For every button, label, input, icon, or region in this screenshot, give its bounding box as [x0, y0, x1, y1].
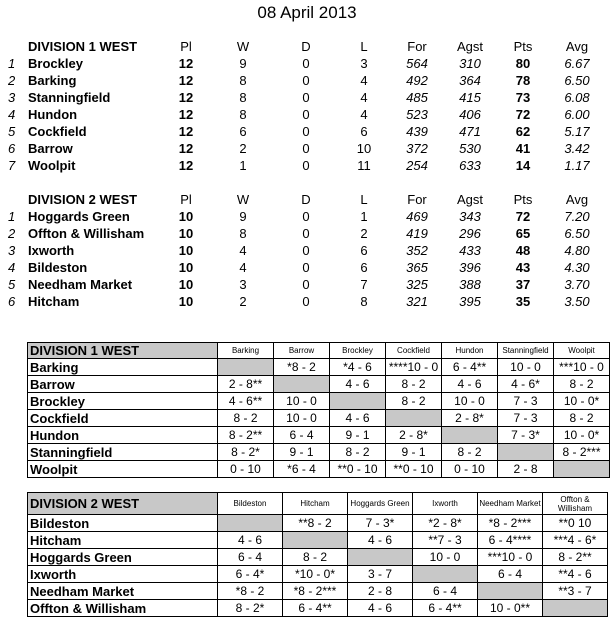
- grid-result-cell: *10 - 0*: [283, 566, 348, 583]
- table-row: [8, 55, 606, 72]
- table-cell: 6.67: [564, 56, 590, 71]
- grid-result-cell: 10 - 0: [274, 393, 330, 410]
- column-header: Pts: [513, 192, 533, 207]
- grid-result-cell: 9 - 1: [274, 444, 330, 461]
- table-cell: 4: [8, 107, 16, 122]
- grid-header-row: [28, 343, 610, 359]
- grid-result-cell: 4 - 6: [218, 532, 283, 549]
- grid-result-cell: **3 - 7: [543, 583, 608, 600]
- grid-column-header: Cockfield: [386, 343, 442, 359]
- grid-result-cell: 8 - 2: [554, 376, 610, 393]
- grid-column-header: Ixworth: [413, 493, 478, 515]
- grid-result-cell: *8 - 2: [218, 583, 283, 600]
- grid-result-cell: 6 - 4: [478, 566, 543, 583]
- grid-result-cell: *6 - 4: [274, 461, 330, 478]
- grid-result-cell: **0 10: [543, 515, 608, 532]
- grid-row: [28, 583, 608, 600]
- team-name: Hoggards Green: [28, 209, 130, 224]
- grid-row-team: Barrow: [28, 376, 218, 393]
- grid-result-cell: ***10 - 0: [478, 549, 543, 566]
- grid-result-cell: *8 - 2: [274, 359, 330, 376]
- table-cell: 485: [406, 90, 428, 105]
- team-name: Ixworth: [28, 243, 75, 258]
- table-cell: 2: [239, 294, 247, 309]
- grid-result-cell: *2 - 8*: [413, 515, 478, 532]
- table-cell: 6.50: [564, 226, 590, 241]
- grid-self-cell: [348, 549, 413, 566]
- grid-column-header: Brockley: [330, 343, 386, 359]
- table-cell: 0: [302, 294, 310, 309]
- grid-column-header: Barrow: [274, 343, 330, 359]
- grid-result-cell: *8 - 2***: [478, 515, 543, 532]
- grid-row-team: Ixworth: [28, 566, 218, 583]
- table-cell: 1: [8, 56, 16, 71]
- table-cell: 0: [302, 141, 310, 156]
- table-cell: 12: [178, 56, 194, 71]
- table-cell: 48: [515, 243, 531, 258]
- table-cell: 41: [515, 141, 531, 156]
- grid-result-cell: 2 - 8: [498, 461, 554, 478]
- grid-column-header: Offton & Willisham: [543, 493, 608, 515]
- grid-result-cell: 9 - 1: [330, 427, 386, 444]
- grid-result-cell: 4 - 6: [330, 410, 386, 427]
- column-header: W: [236, 39, 250, 54]
- grid-title: DIVISION 1 WEST: [28, 343, 218, 359]
- table-cell: 343: [459, 209, 481, 224]
- table-cell: 6: [8, 141, 16, 156]
- grid-result-cell: 6 - 4**: [283, 600, 348, 617]
- grid-self-cell: [330, 393, 386, 410]
- table-cell: 12: [178, 107, 194, 122]
- table-cell: 0: [302, 56, 310, 71]
- grid-self-cell: [478, 583, 543, 600]
- table-cell: 0: [302, 226, 310, 241]
- table-cell: 72: [515, 107, 531, 122]
- grid-result-cell: *8 - 2***: [283, 583, 348, 600]
- column-header: Pl: [180, 39, 192, 54]
- table-cell: 2: [360, 226, 368, 241]
- column-header: Avg: [565, 192, 589, 207]
- grid-row: [28, 359, 610, 376]
- grid-row: [28, 376, 610, 393]
- table-cell: 6.50: [564, 73, 590, 88]
- table-cell: 6: [360, 124, 368, 139]
- grid-result-cell: 8 - 2***: [554, 444, 610, 461]
- column-header: Agst: [456, 39, 483, 54]
- grid-result-cell: **7 - 3: [413, 532, 478, 549]
- grid-self-cell: [218, 359, 274, 376]
- table-cell: 0: [302, 73, 310, 88]
- table-cell: 8: [239, 226, 247, 241]
- team-name: Stanningfield: [28, 90, 111, 105]
- team-name: Woolpit: [28, 158, 76, 173]
- grid-result-cell: 8 - 2: [442, 444, 498, 461]
- table-cell: 12: [178, 90, 194, 105]
- table-cell: 6: [360, 260, 368, 275]
- table-cell: 7.20: [564, 209, 590, 224]
- grid-row-team: Hoggards Green: [28, 549, 218, 566]
- grid-row: [28, 461, 610, 478]
- grid-result-cell: 4 - 6: [330, 376, 386, 393]
- table-cell: 564: [406, 56, 428, 71]
- grid-result-cell: 0 - 10: [442, 461, 498, 478]
- table-cell: 4: [239, 260, 247, 275]
- table-cell: 3.42: [564, 141, 590, 156]
- table-cell: 2: [8, 73, 16, 88]
- grid-result-cell: 2 - 8*: [386, 427, 442, 444]
- table-cell: 321: [406, 294, 428, 309]
- grid-row-team: Offton & Willisham: [28, 600, 218, 617]
- table-cell: 4.30: [564, 260, 590, 275]
- table-cell: 10: [178, 209, 194, 224]
- grid-self-cell: [543, 600, 608, 617]
- grid-row-team: Woolpit: [28, 461, 218, 478]
- table-cell: 4: [360, 73, 368, 88]
- table-cell: 2: [239, 141, 247, 156]
- grid-row-team: Needham Market: [28, 583, 218, 600]
- team-name: Brockley: [28, 56, 83, 71]
- grid-row: [28, 566, 608, 583]
- table-cell: 10: [178, 260, 194, 275]
- team-name: Barrow: [28, 141, 73, 156]
- grid-row: [28, 393, 610, 410]
- grid-row-team: Brockley: [28, 393, 218, 410]
- table-cell: 1: [360, 209, 368, 224]
- grid-self-cell: [386, 410, 442, 427]
- grid-result-cell: 10 - 0: [498, 359, 554, 376]
- grid-result-cell: 6 - 4**: [442, 359, 498, 376]
- column-header: W: [236, 192, 250, 207]
- grid-self-cell: [554, 461, 610, 478]
- grid-self-cell: [498, 444, 554, 461]
- table-cell: 5: [8, 124, 16, 139]
- team-name: Barking: [28, 73, 77, 88]
- table-row: [8, 293, 606, 310]
- table-cell: 6: [360, 243, 368, 258]
- grid-row: [28, 532, 608, 549]
- table-cell: 4: [239, 243, 247, 258]
- table-row: [8, 276, 606, 293]
- table-cell: 14: [515, 158, 531, 173]
- table-cell: 4: [360, 107, 368, 122]
- grid-result-cell: 10 - 0: [274, 410, 330, 427]
- grid-result-cell: 6 - 4****: [478, 532, 543, 549]
- table-cell: 6: [8, 294, 16, 309]
- table-row: [8, 208, 606, 225]
- grid-result-cell: 2 - 8: [348, 583, 413, 600]
- table-cell: 419: [406, 226, 428, 241]
- grid-row: [28, 427, 610, 444]
- table-cell: 0: [302, 277, 310, 292]
- table-cell: 10: [178, 243, 194, 258]
- column-header: L: [360, 192, 368, 207]
- table-cell: 1: [239, 158, 247, 173]
- grid-result-cell: 8 - 2: [386, 393, 442, 410]
- table-cell: 3: [239, 277, 247, 292]
- table-row: [8, 89, 606, 106]
- column-header: DIVISION 2 WEST: [28, 192, 138, 207]
- table-cell: 3: [360, 56, 368, 71]
- grid-result-cell: **4 - 6: [543, 566, 608, 583]
- table-cell: 35: [515, 294, 531, 309]
- table-cell: 1: [8, 209, 16, 224]
- column-header: DIVISION 1 WEST: [28, 39, 138, 54]
- grid-row-team: Bildeston: [28, 515, 218, 532]
- table-cell: 8: [360, 294, 368, 309]
- grid-result-cell: 10 - 0*: [554, 393, 610, 410]
- grid-row: [28, 600, 608, 617]
- table-cell: 492: [406, 73, 428, 88]
- table-cell: 5.17: [564, 124, 590, 139]
- table-cell: 471: [459, 124, 481, 139]
- page-date: 08 April 2013: [257, 3, 357, 22]
- grid-result-cell: 3 - 7: [348, 566, 413, 583]
- team-name: Offton & Willisham: [28, 226, 145, 241]
- table-cell: 352: [406, 243, 428, 258]
- table-cell: 12: [178, 73, 194, 88]
- league-header-row: [8, 191, 606, 208]
- table-cell: 3: [8, 90, 16, 105]
- table-cell: 7: [8, 158, 16, 173]
- table-cell: 4: [360, 90, 368, 105]
- table-cell: 3: [8, 243, 16, 258]
- table-cell: 469: [406, 209, 428, 224]
- grid-self-cell: [413, 566, 478, 583]
- table-row: [8, 123, 606, 140]
- grid-result-cell: 8 - 2**: [543, 549, 608, 566]
- table-cell: 433: [459, 243, 481, 258]
- table-cell: 254: [406, 158, 428, 173]
- table-cell: 6.08: [564, 90, 590, 105]
- grid-row-team: Stanningfield: [28, 444, 218, 461]
- header-blank: [8, 191, 28, 208]
- table-row: [8, 225, 606, 242]
- grid-row-team: Barking: [28, 359, 218, 376]
- table-cell: 633: [459, 158, 481, 173]
- table-row: [8, 140, 606, 157]
- table-cell: 78: [515, 73, 531, 88]
- table-cell: 12: [178, 141, 194, 156]
- division-1-table: [8, 38, 606, 174]
- table-cell: 3.50: [564, 294, 590, 309]
- table-cell: 8: [239, 107, 247, 122]
- grid-row: [28, 515, 608, 532]
- table-cell: 4: [8, 260, 16, 275]
- table-cell: 395: [459, 294, 481, 309]
- grid-result-cell: 10 - 0*: [554, 427, 610, 444]
- column-header: Pts: [513, 39, 533, 54]
- table-cell: 73: [515, 90, 531, 105]
- column-header: Agst: [456, 192, 483, 207]
- table-cell: 65: [515, 226, 531, 241]
- table-row: [8, 242, 606, 259]
- column-header: For: [407, 192, 427, 207]
- grid-result-cell: *4 - 6: [330, 359, 386, 376]
- table-cell: 296: [459, 226, 481, 241]
- grid-header-row: [28, 493, 608, 515]
- grid-result-cell: 2 - 8*: [442, 410, 498, 427]
- grid-row: [28, 410, 610, 427]
- grid-result-cell: 4 - 6: [348, 532, 413, 549]
- table-cell: 4.80: [564, 243, 590, 258]
- table-cell: 388: [459, 277, 481, 292]
- table-cell: 9: [239, 209, 247, 224]
- grid-column-header: Bildeston: [218, 493, 283, 515]
- column-header: Avg: [565, 39, 589, 54]
- table-cell: 0: [302, 107, 310, 122]
- league-header-row: [8, 38, 606, 55]
- table-cell: 10: [356, 141, 372, 156]
- table-cell: 10: [178, 226, 194, 241]
- grid-row: [28, 444, 610, 461]
- grid-result-cell: 10 - 0: [442, 393, 498, 410]
- grid-result-cell: 9 - 1: [386, 444, 442, 461]
- grid-result-cell: **0 - 10: [330, 461, 386, 478]
- grid-result-cell: 8 - 2: [554, 410, 610, 427]
- grid-result-cell: ****10 - 0: [386, 359, 442, 376]
- division-2-results-grid: [27, 492, 608, 617]
- table-cell: 0: [302, 124, 310, 139]
- column-header: D: [301, 39, 311, 54]
- table-cell: 10: [178, 277, 194, 292]
- grid-column-header: Needham Market: [478, 493, 543, 515]
- table-cell: 5: [8, 277, 16, 292]
- table-cell: 364: [459, 73, 481, 88]
- team-name: Hitcham: [28, 294, 80, 309]
- column-header: For: [407, 39, 427, 54]
- table-cell: 72: [515, 209, 531, 224]
- table-cell: 12: [178, 158, 194, 173]
- table-cell: 7: [360, 277, 368, 292]
- grid-result-cell: 0 - 10: [218, 461, 274, 478]
- grid-result-cell: 10 - 0: [413, 549, 478, 566]
- team-name: Hundon: [28, 107, 78, 122]
- column-header: D: [301, 192, 311, 207]
- table-row: [8, 259, 606, 276]
- table-cell: 6.00: [564, 107, 590, 122]
- table-cell: 80: [515, 56, 531, 71]
- grid-row: [28, 549, 608, 566]
- grid-result-cell: **0 - 10: [386, 461, 442, 478]
- division-1-results-grid: [27, 342, 610, 478]
- grid-column-header: Hundon: [442, 343, 498, 359]
- table-cell: 12: [178, 124, 194, 139]
- grid-column-header: Stanningfield: [498, 343, 554, 359]
- grid-self-cell: [274, 376, 330, 393]
- grid-result-cell: 4 - 6: [348, 600, 413, 617]
- grid-column-header: Hitcham: [283, 493, 348, 515]
- table-cell: 372: [406, 141, 428, 156]
- table-cell: 1.17: [564, 158, 590, 173]
- grid-column-header: Hoggards Green: [348, 493, 413, 515]
- table-row: [8, 72, 606, 89]
- division-2-table: [8, 191, 606, 310]
- grid-result-cell: **8 - 2: [283, 515, 348, 532]
- table-cell: 3.70: [564, 277, 590, 292]
- grid-result-cell: 4 - 6*: [498, 376, 554, 393]
- column-header: Pl: [180, 192, 192, 207]
- grid-result-cell: 7 - 3: [498, 410, 554, 427]
- team-name: Bildeston: [28, 260, 88, 275]
- grid-row-team: Hundon: [28, 427, 218, 444]
- team-name: Cockfield: [28, 124, 87, 139]
- table-cell: 43: [515, 260, 531, 275]
- table-cell: 439: [406, 124, 428, 139]
- table-cell: 10: [178, 294, 194, 309]
- grid-result-cell: 8 - 2*: [218, 600, 283, 617]
- grid-result-cell: 8 - 2: [218, 410, 274, 427]
- grid-result-cell: 7 - 3*: [498, 427, 554, 444]
- table-cell: 523: [406, 107, 428, 122]
- table-cell: 0: [302, 209, 310, 224]
- grid-column-header: Barking: [218, 343, 274, 359]
- table-cell: 62: [515, 124, 531, 139]
- team-name: Needham Market: [28, 277, 133, 292]
- table-cell: 406: [459, 107, 481, 122]
- grid-result-cell: 7 - 3*: [348, 515, 413, 532]
- table-cell: 6: [239, 124, 247, 139]
- grid-result-cell: 4 - 6**: [218, 393, 274, 410]
- table-cell: 325: [406, 277, 428, 292]
- grid-result-cell: 6 - 4**: [413, 600, 478, 617]
- table-row: [8, 106, 606, 123]
- table-cell: 0: [302, 260, 310, 275]
- table-cell: 37: [515, 277, 531, 292]
- grid-result-cell: ***4 - 6*: [543, 532, 608, 549]
- grid-title: DIVISION 2 WEST: [28, 493, 218, 515]
- table-cell: 0: [302, 90, 310, 105]
- grid-result-cell: 6 - 4: [218, 549, 283, 566]
- column-header: L: [360, 39, 368, 54]
- table-cell: 0: [302, 158, 310, 173]
- table-cell: 0: [302, 243, 310, 258]
- table-row: [8, 157, 606, 174]
- grid-result-cell: 2 - 8**: [218, 376, 274, 393]
- grid-self-cell: [218, 515, 283, 532]
- grid-row-team: Hitcham: [28, 532, 218, 549]
- table-cell: 396: [459, 260, 481, 275]
- grid-column-header: Woolpit: [554, 343, 610, 359]
- table-cell: 8: [239, 90, 247, 105]
- grid-result-cell: 6 - 4*: [218, 566, 283, 583]
- grid-result-cell: ***10 - 0: [554, 359, 610, 376]
- table-cell: 415: [459, 90, 481, 105]
- table-cell: 9: [239, 56, 247, 71]
- table-cell: 8: [239, 73, 247, 88]
- grid-self-cell: [283, 532, 348, 549]
- table-cell: 530: [459, 141, 481, 156]
- table-cell: 365: [406, 260, 428, 275]
- grid-self-cell: [442, 427, 498, 444]
- grid-result-cell: 4 - 6: [442, 376, 498, 393]
- grid-result-cell: 6 - 4: [274, 427, 330, 444]
- grid-result-cell: 8 - 2*: [218, 444, 274, 461]
- grid-result-cell: 8 - 2: [283, 549, 348, 566]
- grid-row-team: Cockfield: [28, 410, 218, 427]
- table-cell: 310: [459, 56, 481, 71]
- grid-result-cell: 8 - 2: [386, 376, 442, 393]
- grid-result-cell: 10 - 0**: [478, 600, 543, 617]
- table-cell: 11: [357, 158, 371, 173]
- table-cell: 2: [8, 226, 16, 241]
- header-blank: [8, 38, 28, 55]
- grid-result-cell: 8 - 2: [330, 444, 386, 461]
- grid-result-cell: 8 - 2**: [218, 427, 274, 444]
- grid-result-cell: 6 - 4: [413, 583, 478, 600]
- grid-result-cell: 7 - 3: [498, 393, 554, 410]
